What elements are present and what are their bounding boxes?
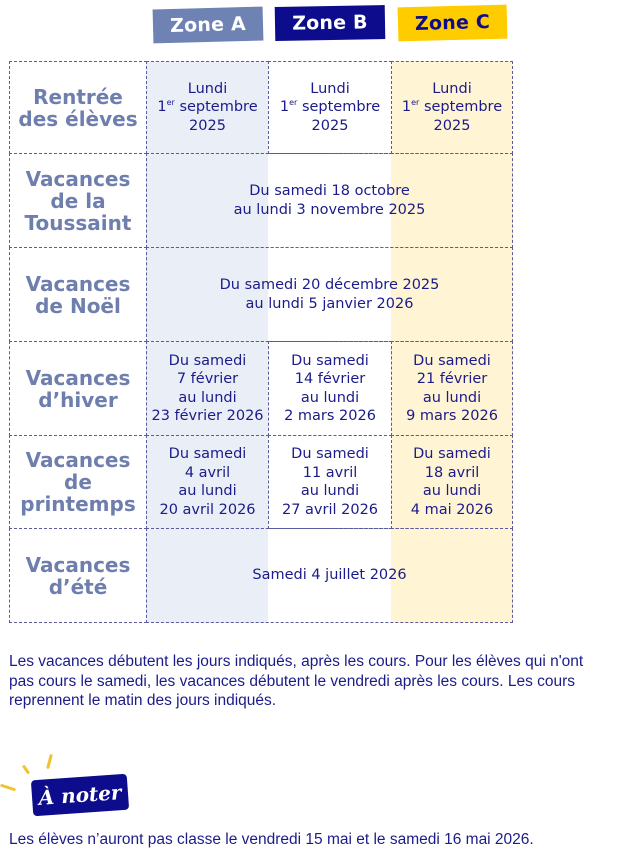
row-label-printemps xyxy=(9,435,147,529)
date-line: 1er septembre xyxy=(279,98,381,116)
date-line: 1er septembre xyxy=(157,98,258,116)
hiver-zone-c-cell: Du samedi 21 février au lundi 9 mars 2026 xyxy=(391,341,513,436)
date-line: Lundi xyxy=(310,80,350,97)
label-line: Vacances xyxy=(25,166,131,191)
rentree-zone-b-cell xyxy=(268,61,392,154)
row-label-hiver xyxy=(9,341,147,436)
label-line: Vacances xyxy=(25,552,131,577)
label-line: Rentrée xyxy=(33,84,123,109)
row-label-noel xyxy=(9,247,147,342)
date-line: Lundi xyxy=(432,80,472,97)
row-label-rentree xyxy=(9,61,147,154)
date-line: 2025 xyxy=(189,117,226,134)
vacation-note: Les vacances débutent les jours indiqués, après les cours. Pour les élèves qui n'ont pas cours le samedi, les vacances débutent le vendredi après les cours. Les cours reprennent le matin des jours indiqués. xyxy=(9,653,584,709)
rentree-zone-c-cell xyxy=(391,61,513,154)
zone-b-tag: Zone B xyxy=(275,5,386,41)
date-line: 2025 xyxy=(311,117,349,134)
label-line: de xyxy=(64,470,92,494)
row-label-ete xyxy=(9,528,147,623)
printemps-zone-a-cell: Du samedi 4 avril au lundi 20 avril 2026 xyxy=(146,435,269,529)
label-line: Vacances xyxy=(25,365,131,390)
zone-c-tag: Zone C xyxy=(398,5,508,42)
a-noter-text: Les élèves n’auront pas classe le vendredi 15 mai et le samedi 16 mai 2026. xyxy=(9,831,534,848)
label-line: printemps xyxy=(20,492,136,516)
label-line: d’hiver xyxy=(38,387,118,412)
label-line: Vacances xyxy=(25,448,131,472)
label-line: des élèves xyxy=(18,106,138,131)
label-line: de la xyxy=(50,188,106,213)
row-label-toussaint xyxy=(9,153,147,248)
label-line: d’été xyxy=(48,574,108,599)
hiver-zone-b-cell: Du samedi 14 février au lundi 2 mars 2026 xyxy=(268,341,392,436)
zone-a-tag: Zone A xyxy=(153,7,264,44)
holiday-calendar-table xyxy=(9,61,513,623)
date-line: 1er septembre xyxy=(401,98,503,116)
noel-all-zones-cell xyxy=(146,247,513,342)
label-line: de Noël xyxy=(35,293,121,318)
a-noter-badge: À noter xyxy=(31,774,129,817)
rentree-zone-a-cell xyxy=(146,61,269,154)
hiver-zone-a-cell: Du samedi 7 février au lundi 23 février 2026 xyxy=(146,341,269,436)
printemps-zone-c-cell: Du samedi 18 avril au lundi 4 mai 2026 xyxy=(391,435,513,529)
label-line: Toussaint xyxy=(24,210,132,235)
date-line: Lundi xyxy=(187,80,228,97)
ete-all-zones-cell xyxy=(146,528,513,623)
date-line: 2025 xyxy=(433,117,471,134)
toussaint-all-zones-cell xyxy=(146,153,513,248)
date-line: Samedi 4 juillet 2026 xyxy=(252,567,407,584)
printemps-zone-b-cell: Du samedi 11 avril au lundi 27 avril 2026 xyxy=(268,435,392,529)
date-line: Du samedi 20 décembre 2025 xyxy=(219,277,440,293)
label-line: Vacances xyxy=(25,271,131,296)
date-line: au lundi 3 novembre 2025 xyxy=(233,201,426,218)
date-line: au lundi 5 janvier 2026 xyxy=(245,295,414,312)
date-line: Du samedi 18 octobre xyxy=(249,183,410,199)
